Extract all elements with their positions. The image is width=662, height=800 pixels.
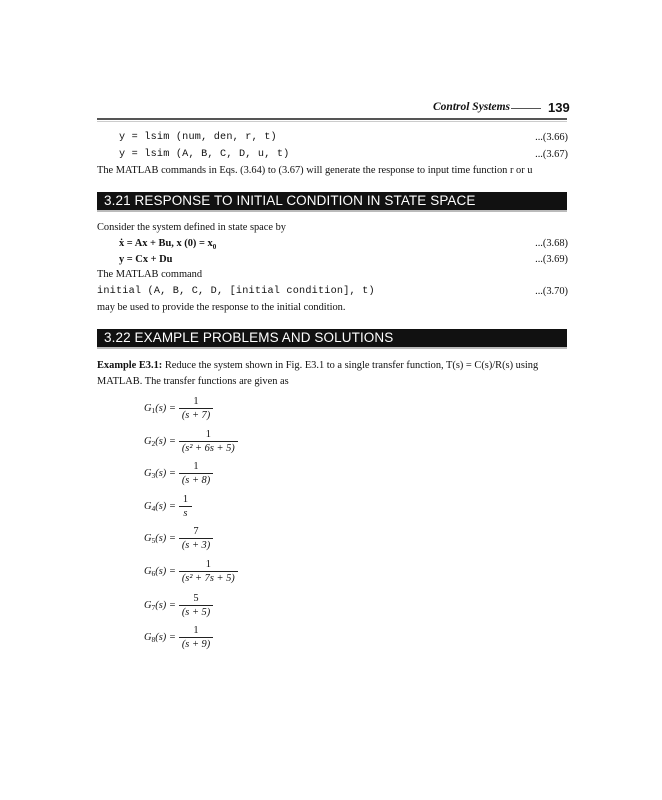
header-rule-shadow [97, 121, 567, 122]
transfer-function-argument: (s) = [155, 566, 176, 577]
denominator: (s + 9) [181, 639, 211, 650]
transfer-function-g2 [144, 428, 238, 456]
matlab-command-initial: initial (A, B, C, D, [initial condition], t) [97, 286, 375, 297]
fraction [179, 592, 213, 620]
transfer-function-g4 [144, 493, 192, 521]
transfer-function-symbol: G [144, 403, 152, 414]
section-heading-shadow [97, 347, 567, 349]
equation-3-66: y = lsim (num, den, r, t) [119, 132, 277, 143]
transfer-function-label [144, 501, 176, 513]
transfer-function-symbol: G [144, 501, 152, 512]
transfer-function-label [144, 533, 176, 545]
transfer-function-symbol: G [144, 468, 152, 479]
output-equation: y = Cx + Du [119, 254, 173, 265]
header-dash [511, 108, 541, 109]
fraction [179, 460, 213, 488]
equation-number-3-68: ...(3.68) [535, 238, 568, 249]
transfer-function-label [144, 566, 176, 578]
numerator: 1 [193, 625, 199, 636]
denominator: (s + 8) [181, 475, 211, 486]
page-number: 139 [548, 100, 570, 115]
section-heading-shadow [97, 210, 567, 212]
denominator: (s² + 6s + 5) [181, 443, 235, 454]
transfer-function-index: 6 [151, 569, 156, 578]
state-equation-subscript: 0 [212, 243, 217, 252]
equation-number-3-66: ...(3.66) [535, 132, 568, 143]
fraction [179, 624, 213, 652]
matlab-intro: The MATLAB command [97, 269, 203, 280]
transfer-function-label [144, 468, 176, 480]
numerator: 1 [205, 559, 211, 570]
transfer-function-argument: (s) = [155, 468, 176, 479]
state-equation [119, 238, 216, 251]
example-text: Reduce the system shown in Fig. E3.1 to a single transfer function, T(s) = C(s)/R(s) using [164, 360, 539, 371]
denominator: (s² + 7s + 5) [181, 573, 235, 584]
transfer-function-symbol: G [144, 566, 152, 577]
transfer-function-label [144, 600, 176, 612]
example-label: Example E3.1: [97, 360, 163, 371]
header-rule [97, 118, 567, 120]
transfer-function-index: 1 [151, 406, 156, 415]
section-closing: may be used to provide the response to the initial condition. [97, 302, 346, 313]
transfer-function-index: 7 [151, 603, 156, 612]
fraction [179, 428, 238, 456]
example-line-2: MATLAB. The transfer functions are given as [97, 376, 289, 387]
transfer-function-label [144, 436, 176, 448]
numerator: 1 [193, 396, 199, 407]
transfer-function-symbol: G [144, 632, 152, 643]
example-line-1 [97, 360, 538, 371]
transfer-function-index: 5 [151, 536, 156, 545]
equation-number-3-69: ...(3.69) [535, 254, 568, 265]
top-paragraph: The MATLAB commands in Eqs. (3.64) to (3.67) will generate the response to input time function r or u [97, 165, 533, 176]
equation-3-67: y = lsim (A, B, C, D, u, t) [119, 149, 290, 160]
transfer-function-g3 [144, 460, 213, 488]
state-equation-text: ẋ = Ax + Bu, x (0) = x [119, 238, 213, 249]
transfer-function-label [144, 632, 176, 644]
numerator: 1 [205, 429, 211, 440]
transfer-function-argument: (s) = [155, 403, 176, 414]
transfer-function-g7 [144, 592, 213, 620]
transfer-function-g8 [144, 624, 213, 652]
transfer-function-index: 4 [151, 504, 156, 513]
numerator: 5 [193, 593, 199, 604]
numerator: 1 [193, 461, 199, 472]
transfer-function-g5 [144, 525, 213, 553]
transfer-function-argument: (s) = [155, 436, 176, 447]
denominator: (s + 5) [181, 607, 211, 618]
equation-number-3-70: ...(3.70) [535, 286, 568, 297]
section-intro: Consider the system defined in state space by [97, 222, 287, 233]
fraction [179, 525, 213, 553]
section-heading-3-21: 3.21 RESPONSE TO INITIAL CONDITION IN STATE SPACE [97, 192, 567, 210]
transfer-function-label [144, 403, 176, 415]
denominator: (s + 7) [181, 410, 211, 421]
numerator: 7 [193, 526, 199, 537]
equation-number-3-67: ...(3.67) [535, 149, 568, 160]
transfer-function-argument: (s) = [155, 600, 176, 611]
transfer-function-g6 [144, 558, 238, 586]
denominator: s [183, 508, 188, 519]
transfer-function-g1 [144, 395, 213, 423]
numerator: 1 [182, 494, 189, 505]
transfer-function-symbol: G [144, 600, 152, 611]
fraction [179, 395, 213, 423]
denominator: (s + 3) [181, 540, 211, 551]
fraction [179, 493, 192, 521]
transfer-function-argument: (s) = [155, 632, 176, 643]
section-heading-3-22: 3.22 EXAMPLE PROBLEMS AND SOLUTIONS [97, 329, 567, 347]
transfer-function-symbol: G [144, 533, 152, 544]
fraction [179, 558, 238, 586]
transfer-function-index: 8 [151, 635, 156, 644]
transfer-function-index: 3 [151, 471, 156, 480]
transfer-function-symbol: G [144, 436, 152, 447]
running-title: Control Systems [433, 101, 511, 113]
transfer-function-argument: (s) = [155, 533, 176, 544]
transfer-function-index: 2 [151, 439, 156, 448]
transfer-function-argument: (s) = [155, 501, 176, 512]
